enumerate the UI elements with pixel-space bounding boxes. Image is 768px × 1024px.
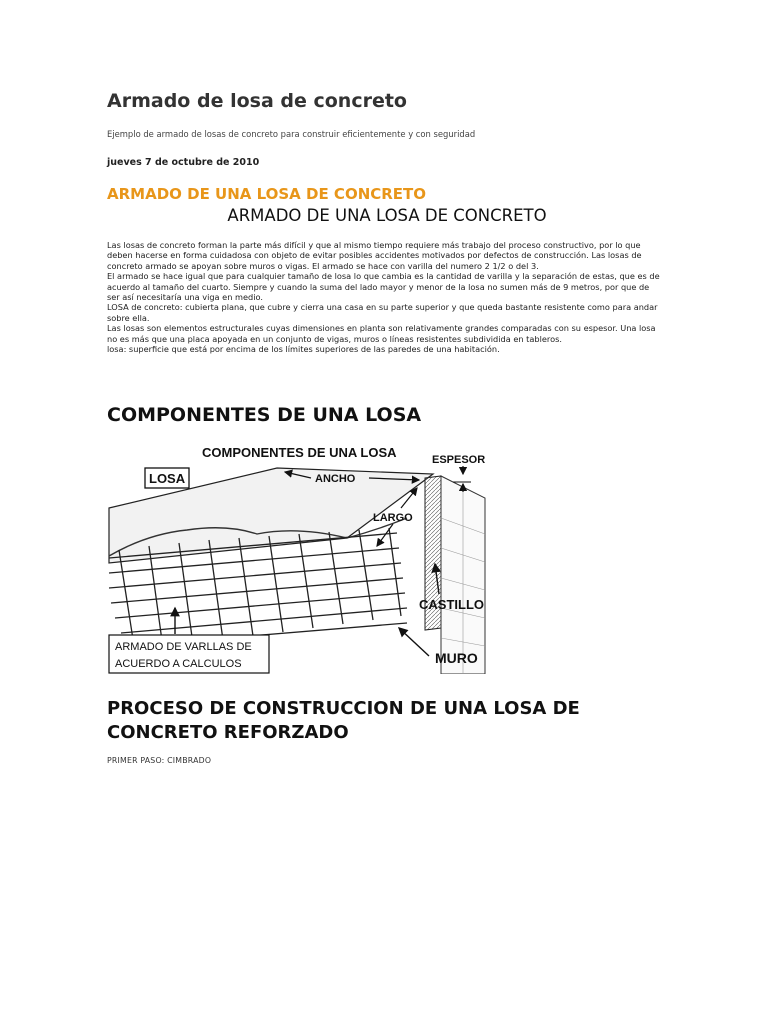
ancho-label: ANCHO	[315, 473, 356, 485]
blog-description: Ejemplo de armado de losas de concreto para construir eficientemente y con seguridad	[107, 129, 476, 139]
section-heading-process: PROCESO DE CONSTRUCCION DE UNA LOSA DE CONCRETO REFORZADO	[107, 698, 580, 743]
paragraph: Las losas son elementos estructurales cuyas dimensiones en planta son relativamente grandes comparadas con su espesor. Una losa no es más que una placa apoyada en un conjunto de vigas, muros o líneas resistentes subdividida en tableros.	[107, 323, 656, 344]
largo-label: LARGO	[373, 512, 413, 524]
post-heading: ARMADO DE UNA LOSA DE CONCRETO	[227, 206, 547, 225]
figure-title: COMPONENTES DE UNA LOSA	[202, 445, 397, 460]
paragraph: Las losas de concreto forman la parte más difícil y que al mismo tiempo requiere más trabajo del proceso constructivo, por lo que deben hacerse en forma cuidadosa con objeto de evitar posibles accidentes motivados por defectos de construcción. Las losas de concreto armado se apoyan sobre muros o vigas. El armado se hace con varilla del numero 2 1/2 o del 3.	[107, 240, 642, 271]
post-body	[107, 240, 663, 354]
paragraph: losa: superficie que está por encima de los límites superiores de las paredes de una habitación.	[107, 344, 500, 355]
section-heading-components: COMPONENTES DE UNA LOSA	[107, 404, 422, 426]
post-date: jueves 7 de octubre de 2010	[107, 157, 260, 168]
post-title[interactable]: ARMADO DE UNA LOSA DE CONCRETO	[107, 185, 427, 203]
paragraph: LOSA de concreto: cubierta plana, que cubre y cierra una casa en su parte superior y que queda bastante resistente como para andar sobre ella.	[107, 302, 658, 323]
slab-diagram	[107, 438, 491, 674]
slab-components-figure	[107, 438, 491, 674]
espesor-label: ESPESOR	[432, 454, 486, 466]
blog-title[interactable]: Armado de losa de concreto	[107, 90, 407, 112]
muro-label: MURO	[435, 650, 478, 666]
losa-label: LOSA	[149, 471, 186, 486]
castillo-label: CASTILLO	[419, 597, 484, 612]
armado-label-line1: ARMADO DE VARLLAS DE	[115, 641, 252, 653]
paragraph: El armado se hace igual que para cualquier tamaño de losa lo que cambia es la cantidad de varilla y la separación de estas, que es de acuerdo al tamaño del cuarto. Siempre y cuando la suma del lado mayor y menor de la losa no sumen más de 9 metros, por que de ser así necesitaría una viga en medio.	[107, 271, 660, 303]
armado-label-line2: ACUERDO A CALCULOS	[115, 658, 242, 670]
first-step: PRIMER PASO: CIMBRADO	[107, 756, 212, 765]
